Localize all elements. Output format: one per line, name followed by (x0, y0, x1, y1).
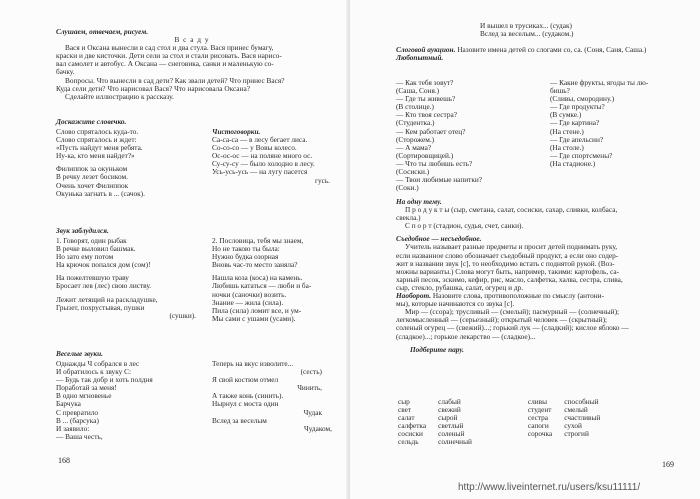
page-number: 168 (58, 456, 70, 465)
word-pair-row (398, 438, 612, 446)
word-cell: сухой (564, 421, 582, 431)
verse-line: На крючок попался дом (сом)! (56, 260, 151, 270)
dialog-line: — Что ты любишь есть? (396, 158, 473, 168)
verse-line: (сушки). (169, 310, 196, 320)
verse-line: Окунька загнать в ... (сачок). (56, 188, 145, 198)
word-cell: сырой (438, 413, 458, 423)
word-cell: сельдь (398, 437, 419, 447)
section-title: Звук заблудился. (56, 226, 109, 235)
funny-sounds-column-1 (56, 360, 206, 441)
dialog-line: — Где продукты? (550, 102, 605, 112)
dialog-line: — Где апельсин? (550, 134, 604, 144)
verse-line: Любишь кататься — люби и ба- (212, 281, 312, 291)
text-line: Учитель называет разные предметы и просит детей поднимать руку, (405, 242, 618, 252)
tongue-twister-column (212, 128, 340, 185)
text-line: Вопросы. Что вынесли в сад дети? Как звали детей? Что принес Вася? (65, 75, 285, 85)
verse-line: ночки (саночки) возить. (212, 289, 287, 299)
verse-line: Вслед за веселым... (судаком.) (480, 29, 574, 39)
word-cell: сливы (527, 397, 548, 406)
word-cell: слабый (438, 397, 461, 406)
verse-line: А также конь (синить). (212, 391, 284, 401)
verse-ending (480, 22, 680, 38)
dialog-line: бишь? (550, 86, 570, 96)
page-number: 169 (662, 460, 674, 469)
text-line: мы), которые начинаются со звука [с]. (396, 299, 515, 309)
dialog-answers (550, 79, 690, 168)
verse-line: Однажды Ч собрался в лес (56, 359, 140, 368)
verse-line: Вслед за веселым (212, 415, 267, 425)
verse-line: Чинить, (297, 383, 322, 393)
verse-line: Ну-ка, кто меня найдет?» (56, 151, 135, 161)
verse-line: Вновь час-то место заняла? (212, 260, 298, 270)
word-cell: смелый (564, 405, 588, 415)
dialog-line: (Сторожем.) (396, 134, 435, 144)
right-section-3 (396, 198, 686, 354)
verse-line: Грызет, похрустывая, пушки (56, 302, 145, 312)
word-cell: сыр (398, 397, 410, 406)
verse-line: Ос-ос-ос — на поляне много ос. (212, 151, 313, 161)
word-pairs-table (398, 398, 612, 447)
verse-line: Бросает лев (лес) свою листву. (56, 281, 152, 291)
verse-line: — Ваша честь, (56, 431, 103, 441)
left-section-1 (56, 28, 328, 101)
verse-line: 1. Говорят, один рыбак (56, 236, 127, 245)
verse-line: гусь. (314, 175, 330, 185)
dialog-line: (На стене.) (550, 126, 584, 136)
section-subtitle: В с а д у (174, 35, 210, 45)
word-cell (528, 438, 564, 446)
verse-line: Филиппок за окуньком (56, 164, 128, 174)
dialog-line: (В столице.) (396, 102, 434, 112)
lost-sound-column-1 (56, 237, 206, 320)
verse-line: Но не такою ты была: (212, 244, 280, 254)
word-cell: светлый (438, 421, 464, 431)
text-line: Сделайте иллюстрацию к рассказу. (65, 91, 174, 101)
text-line: жит в названии звук [с], то необходимо встать с поднятой рукой. (Воз- (396, 258, 615, 268)
word-cell: солнечный (438, 437, 472, 447)
word-cell: сестра (527, 413, 549, 423)
text-line: вал самолет и автобус. А Оксана — снеговика, санки и маленькую со- (56, 59, 274, 69)
section-title: Доскажите словечко. (56, 117, 127, 126)
section-title: Съедобное — несъедобное. (396, 234, 482, 244)
verse-line: И обратилось к звуку С: (56, 367, 132, 377)
dialog-line: (Саша, Соня.) (396, 86, 440, 96)
verse-line: Слово спряталось куда-то. (56, 127, 139, 136)
word-cell: салат (398, 413, 415, 423)
watermark: http://www.liveinternet.ru/users/ksu11111/ (458, 482, 641, 493)
verse-line: Чудак (303, 407, 322, 417)
verse-line: Чудаком, (303, 423, 332, 433)
section-title: Любопытный. (396, 53, 444, 63)
verse-line: Лежит летящий на раскладушке, (56, 294, 158, 304)
text-line: если названное слово обозначает съедобный продукт, а если оно содер- (396, 250, 619, 260)
section-title: Веселые звуки. (56, 349, 104, 358)
section-title: Слушаем, отвечаем, рисуем. (56, 27, 149, 36)
word-cell: салфетка (398, 421, 427, 431)
riddle-column (56, 128, 196, 198)
verse-line: И вышел в трусиках... (судак) (480, 21, 572, 30)
text-line: сыр, стекло, рубашка, салат, огурец и др. (396, 282, 524, 292)
verse-line: Знание — жила (сила). (212, 297, 284, 307)
verse-line: Са-са-са — в лесу бегает лиса. (212, 135, 308, 145)
section-title: Подберите пару. (410, 344, 464, 354)
verse-line: Слово спряталось и ждет: (56, 135, 137, 145)
dialog-line: — Где спортсмены? (550, 150, 613, 160)
dialog-line: (Студентка.) (396, 118, 435, 128)
verse-line: Поработай за меня! (56, 383, 117, 393)
text-line: краски и две кисточки. Дети сели за стол и стали рисовать. Вася нарисо- (56, 51, 282, 61)
dialog-line: (Сортировщицей.) (396, 150, 454, 160)
verse-line: Нашла коза (коса) на камень. (212, 273, 303, 283)
text-line: (сладкое)...; горькое лекарство — (сладкое)... (396, 331, 536, 341)
verse-line: Нырнул с моста один (212, 399, 279, 409)
word-cell: строгий (564, 429, 589, 439)
verse-line: Нужно будка озорная (212, 252, 279, 262)
verse-line: Су-су-су — было холодно в лесу. (212, 159, 315, 169)
verse-line: В речку лезет босиком. (56, 172, 128, 182)
word-cell: свет (398, 405, 412, 415)
dialog-line: (Соки.) (396, 183, 419, 193)
verse-line: (сесть) (300, 367, 322, 377)
dialog-line: (Сливы, смородину.) (550, 94, 615, 104)
word-cell: сорочка (527, 429, 553, 439)
word-cell (564, 438, 612, 446)
text-line: можны варианты.) Слова могут быть, например, такими: картофель, са- (396, 266, 620, 276)
verse-line: Мы сами с ушами (усами). (212, 313, 296, 323)
verse-line: В речке выловил башмак. (56, 244, 136, 254)
verse-line: Со-со-со — у Вовы колесо. (212, 143, 297, 153)
verse-line: Теперь на вкус изволите... (212, 359, 294, 368)
lost-sound-column-2 (212, 237, 342, 323)
word-pair-row (398, 430, 612, 438)
dialog-line: — Кто твоя сестра? (396, 110, 457, 120)
section-text: Назовите имена детей со слогами со, са. (Соня, Саня, Саша.) (455, 45, 647, 54)
word-cell: сапоги (527, 421, 549, 431)
word-cell: способный (564, 397, 599, 406)
word-cell: соленый (438, 429, 465, 439)
text-line: Назовите слова, противоположные по смыслу (антони- (431, 291, 605, 301)
right-page (350, 0, 700, 499)
dialog-questions (396, 79, 546, 192)
verse-line: Очень хочет Филиппок (56, 180, 129, 190)
dialog-line: (На столе.) (550, 142, 584, 152)
section-title: Наоборот. (396, 291, 432, 301)
dialog-line: — Твои любимые напитки? (396, 175, 483, 185)
dialog-line: — Где ты живешь? (396, 94, 456, 104)
verse-line: Но зато ему потом (56, 252, 114, 262)
dialog-line: (В сумке.) (550, 110, 582, 120)
dialog-line: — Как тебя зовут? (396, 78, 454, 87)
text-line: харный песок, эскимо, кефир, рис, масло, салфетка, халва, сестра, слива, (396, 274, 623, 284)
verse-line: Барчука (56, 399, 81, 409)
verse-line: Пила (сила) ломит все, и ум- (212, 305, 302, 315)
dialog-line: — Где картина? (550, 118, 600, 128)
word-cell: студент (527, 405, 552, 415)
text-line: С п о р т (стадион, судья, счет, санки). (405, 221, 524, 231)
dialog-line: — А мама? (396, 142, 432, 152)
verse-line: — Будь так добр и хоть полдня (56, 375, 153, 385)
right-section-1 (396, 46, 684, 62)
text-line: П р о д у к т ы (сыр, сметана, салат, сосиски, сахар, сливки, колбаса, (405, 205, 618, 215)
verse-line: И заявило: (56, 423, 90, 433)
verse-line: В ... (барсука) (56, 415, 99, 425)
dialog-line: (Сосиски.) (396, 167, 430, 177)
dialog-line: — Кем работает отец? (396, 126, 466, 136)
subsection-title: Чистоговорки. (212, 127, 261, 136)
section-title: Слоговой аукцион. (396, 45, 456, 54)
text-line: свекла.) (396, 213, 421, 223)
word-cell: сосиски (398, 429, 423, 439)
text-line: бачку. (56, 67, 75, 77)
dialog-line: (На стадионе.) (550, 158, 596, 168)
text-line: Куда сели дети? Что нарисовал Вася? Что нарисовала Оксана? (56, 83, 250, 93)
verse-line: На пожелтевшую траву (56, 273, 129, 283)
text-line: Вася и Оксана вынесли в сад стол и два стула. Вася принес бумагу, (65, 43, 274, 53)
text-line: Мир — (ссора); трусливый — (смелый); пасмурный — (солнечный); (405, 307, 620, 317)
funny-sounds-column-2 (212, 360, 342, 433)
verse-line: В одно мгновенье (56, 391, 112, 401)
verse-line: С превратило (56, 407, 99, 417)
text-line: легкомысленный — (серьезный); открытый человек — (скрытный); (396, 315, 608, 325)
word-cell: свежий (438, 405, 461, 415)
dialog-line: — Какие фрукты, ягоды ты лю- (550, 78, 649, 87)
verse-line: Я свой костюм отмел (212, 375, 279, 385)
word-cell: счастливый (564, 413, 601, 423)
text-line: соленый огурец — (свежий)...; горький лук — (сладкий); кислое яблоко — (396, 323, 629, 333)
verse-line: 2. Пословица, тебя мы знаем, (212, 236, 304, 245)
verse-line: Усь-усь-усь — на лугу пасется (212, 167, 308, 177)
verse-line: «Пусть найдут меня ребята. (56, 143, 143, 153)
section-title: На одну тему. (396, 197, 442, 206)
